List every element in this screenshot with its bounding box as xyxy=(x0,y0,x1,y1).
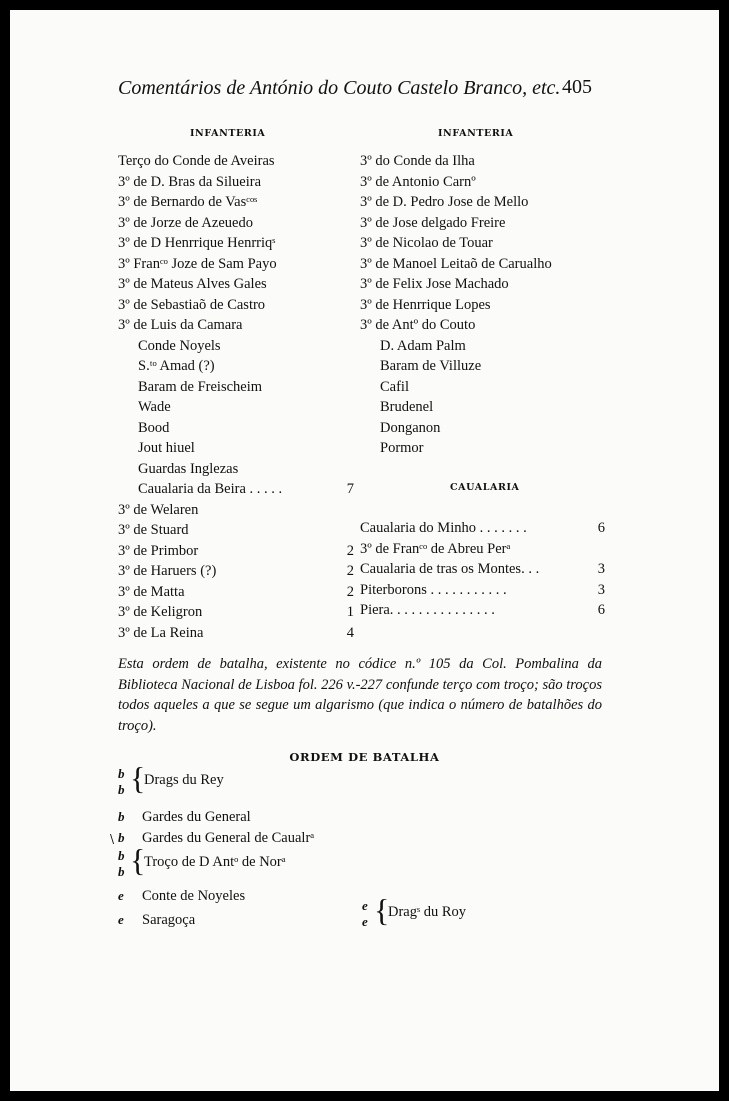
list-item xyxy=(118,500,358,521)
list-item: 3º de Antonio Carnº xyxy=(360,173,476,190)
battalion-count: 4 xyxy=(346,624,354,641)
battalion-count: 2 xyxy=(346,563,354,579)
order-label: Saragoça xyxy=(142,912,196,928)
list-item: Donganon xyxy=(380,419,441,436)
list-item xyxy=(118,192,358,213)
battalion-count: 6 xyxy=(597,520,605,536)
editorial-note: Esta ordem de batalha, existente no códice n.º 105 da Col. Pombalina da Biblioteca Nacional de Lisboa fol. 226 v.-227 confunde terço com troço; são troços todos aqueles a que se segue um algarismo (que indica o número de batalhões do troço). xyxy=(118,656,602,734)
list-item xyxy=(118,356,358,377)
item-text: 3º de Keligron xyxy=(118,604,203,620)
item-text: 3º de Jorze de Azeuedo xyxy=(118,214,253,231)
mark: b xyxy=(118,766,125,781)
list-item xyxy=(118,274,358,295)
list-item xyxy=(118,582,358,603)
item-text: Caualaria do Minho . . . . . . . xyxy=(360,520,527,536)
battalion-count: 7 xyxy=(346,481,354,497)
item-text: Piera. . . . . . . . . . . . . . . xyxy=(360,602,495,618)
item-text: 3º de Primbor xyxy=(118,542,199,559)
list-item: 3º de D. Pedro Jose de Mello xyxy=(360,194,529,210)
mark: e xyxy=(118,912,124,927)
list-item xyxy=(118,418,358,439)
item-text: Wade xyxy=(138,399,171,415)
list-item: 3º de Antº do Couto xyxy=(360,317,476,333)
list-item xyxy=(118,151,358,172)
item-text: 3º de Franᶜᵒ de Abreu Perᵃ xyxy=(360,540,511,557)
item-text: 3º Franᶜᵒ Joze de Sam Payo xyxy=(118,255,277,272)
list-item xyxy=(360,580,605,601)
item-text: 3º de Bernardo de Vasᶜᵒˢ xyxy=(118,194,258,210)
left-column-heading: INFANTERIA xyxy=(190,128,266,139)
marks xyxy=(118,766,130,798)
list-item xyxy=(118,479,358,500)
list-item xyxy=(118,520,358,541)
margin-tick: \ xyxy=(110,832,115,846)
item-text: Terço do Conde de Aveiras xyxy=(118,153,275,169)
item-text: 3º de Sebastiaõ de Castro xyxy=(118,296,266,313)
list-item xyxy=(118,254,358,275)
list-item: Baram de Villuze xyxy=(380,358,482,374)
list-item: 3º do Conde da Ilha xyxy=(360,153,475,169)
list-item xyxy=(118,336,358,357)
list-item xyxy=(118,397,358,418)
order-line xyxy=(118,910,195,930)
battalion-count: 3 xyxy=(597,561,605,577)
list-item xyxy=(118,602,358,623)
brace: { xyxy=(374,892,390,928)
list-item: 3º de Jose delgado Freire xyxy=(360,214,506,231)
list-item xyxy=(360,518,605,539)
list-item: D. Adam Palm xyxy=(380,337,466,354)
list-item: Cafil xyxy=(380,378,409,395)
item-text: 3º de D. Bras da Silueira xyxy=(118,173,262,190)
list-item: 3º de Henrrique Lopes xyxy=(360,296,491,313)
marks xyxy=(118,848,130,880)
item-text: Guardas Inglezas xyxy=(138,460,239,477)
item-text: 3º de Matta xyxy=(118,583,185,600)
item-text: Piterborons . . . . . . . . . . . xyxy=(360,581,507,598)
page-number: 405 xyxy=(562,76,592,98)
order-label: Conte de Noyeles xyxy=(142,888,246,904)
mark: e xyxy=(362,898,368,913)
item-text: 3º de Welaren xyxy=(118,501,199,518)
list-item: 3º de Nicolao de Touar xyxy=(360,235,493,251)
cavalry-list xyxy=(360,518,605,621)
mark: b xyxy=(118,830,125,845)
list-item xyxy=(360,559,605,580)
order-line xyxy=(118,886,245,906)
list-item xyxy=(118,295,358,316)
list-item: Pormor xyxy=(380,440,424,456)
group-label: Drags du Rey xyxy=(144,772,224,788)
mark: b xyxy=(118,864,125,879)
list-item xyxy=(360,600,605,621)
mark: e xyxy=(362,914,368,929)
ordem-heading: ORDEM DE BATALHA xyxy=(289,750,440,764)
order-label: Gardes du General xyxy=(142,809,251,825)
list-item xyxy=(118,213,358,234)
group-label: Dragˢ du Roy xyxy=(388,904,466,920)
running-header: Comentários de António do Couto Castelo Branco, etc. xyxy=(118,77,561,99)
group-label: Troço de D Antᵒ de Norᵃ xyxy=(144,854,286,870)
mark: b xyxy=(118,782,125,797)
battalion-count: 6 xyxy=(597,602,605,618)
item-text: S.ᵗᵒ Amad (?) xyxy=(138,358,215,374)
list-item xyxy=(360,539,605,560)
marks xyxy=(362,898,374,930)
list-item xyxy=(118,172,358,193)
order-line xyxy=(118,828,314,848)
right-infantry-list xyxy=(360,151,605,459)
list-item xyxy=(118,459,358,480)
cavalry-heading: CAUALARIA xyxy=(450,482,520,493)
mark: b xyxy=(118,848,125,863)
item-text: 3º de Mateus Alves Gales xyxy=(118,276,267,292)
list-item: Brudenel xyxy=(380,399,434,415)
item-text: 3º de La Reina xyxy=(118,624,204,641)
list-item xyxy=(118,315,358,336)
item-text: 3º de Haruers (?) xyxy=(118,563,217,579)
brace: { xyxy=(130,760,146,796)
list-item xyxy=(118,233,358,254)
brace: { xyxy=(130,842,146,878)
list-item xyxy=(118,541,358,562)
book-page xyxy=(10,10,719,1091)
order-label: Gardes du General de Caualrᵃ xyxy=(142,830,315,846)
left-infantry-list xyxy=(118,151,358,643)
order-line xyxy=(118,807,251,827)
right-column-heading: INFANTERIA xyxy=(438,128,514,139)
item-text: Bood xyxy=(138,419,170,436)
item-text: 3º de Stuard xyxy=(118,522,189,538)
list-item xyxy=(118,623,358,644)
battalion-count: 1 xyxy=(346,604,354,620)
list-item: 3º de Felix Jose Machado xyxy=(360,276,509,292)
item-text: Conde Noyels xyxy=(138,337,221,354)
item-text: 3º de Luis da Camara xyxy=(118,317,243,333)
item-text: 3º de D Henrrique Henrriqˢ xyxy=(118,235,276,251)
item-text: Caualaria da Beira . . . . . xyxy=(138,481,283,497)
item-text: Baram de Freischeim xyxy=(138,378,263,395)
battalion-count: 2 xyxy=(346,542,354,559)
battalion-count: 2 xyxy=(346,583,354,600)
list-item xyxy=(118,561,358,582)
mark: b xyxy=(118,809,125,824)
mark: e xyxy=(118,888,124,903)
item-text: Jout hiuel xyxy=(138,440,195,456)
item-text: Caualaria de tras os Montes. . . xyxy=(360,561,540,577)
battalion-count: 3 xyxy=(597,581,605,598)
list-item xyxy=(118,438,358,459)
list-item: 3º de Manoel Leitaõ de Carualho xyxy=(360,255,552,272)
list-item xyxy=(118,377,358,398)
